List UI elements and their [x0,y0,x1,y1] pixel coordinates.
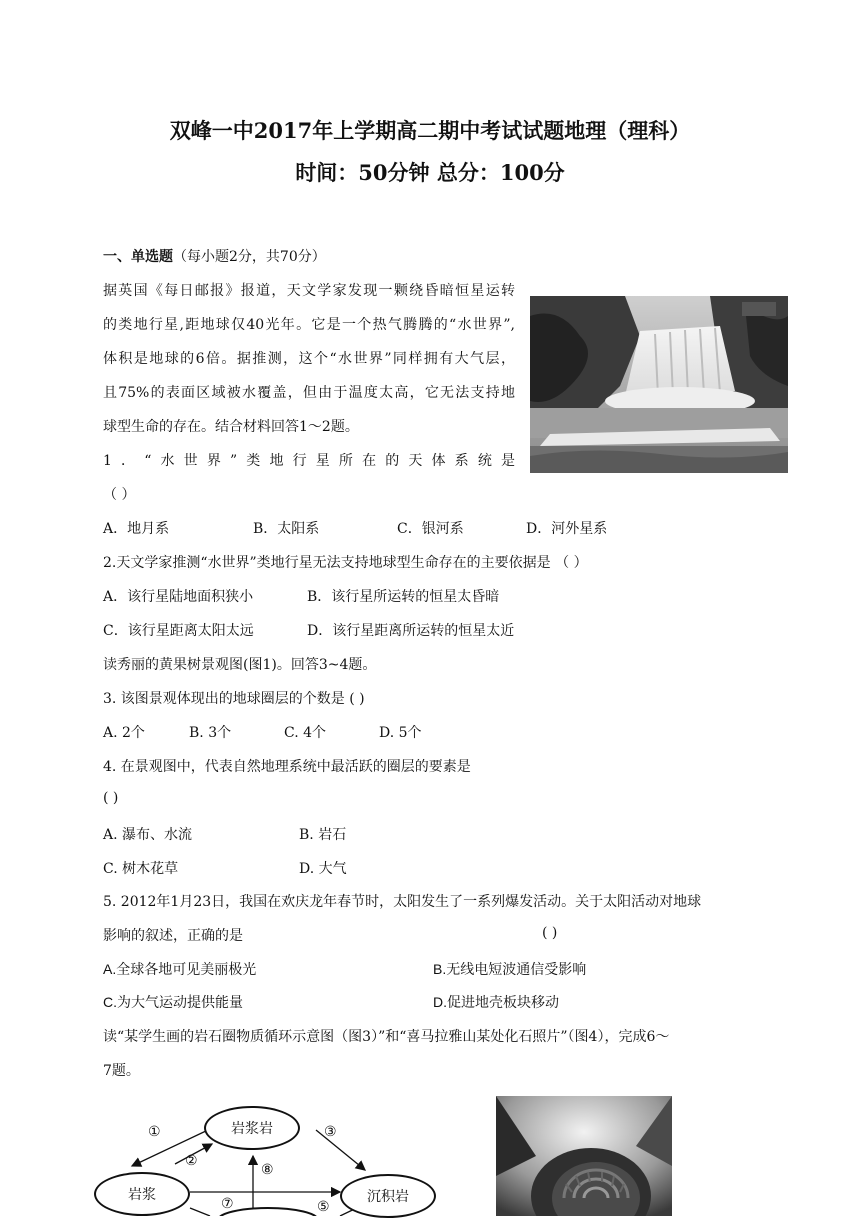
q1-option-d: D．河外星系 [526,521,608,537]
passage3-line1: 读“某学生画的岩石圈物质循环示意图（图3）”和“喜马拉雅山某处化石照片”（图4），完成6～ [103,1029,670,1045]
passage2: 读秀丽的黄果树景观图(图1)。回答3~4题。 [103,657,377,673]
label-2: ② [185,1153,198,1169]
q3-option-c: C. 4个 [284,725,327,741]
q5-option-c: C.为大气运动提供能量 [103,994,243,1010]
label-1: ① [148,1124,161,1140]
passage1-line: 体积是地球的6倍。据推测，这个“水世界”同样拥有大气层， [103,351,515,367]
node-sedimentary-rock: 沉积岩 [340,1174,436,1218]
label-5: ⑤ [317,1199,330,1215]
section-heading [103,246,326,266]
q4-option-d: D. 大气 [299,861,347,877]
q1-option-b: B．太阳系 [253,521,320,537]
q5-line2: 影响的叙述，正确的是 [103,928,243,944]
fossil-photo [496,1096,672,1216]
passage1-line: 据英国《每日邮报》报道，天文学家发现一颗绕昏暗恒星运转 [103,283,515,299]
q2-option-b: B．该行星所运转的恒星太昏暗 [307,589,500,605]
q4-paren: ( ) [103,790,119,806]
q2-option-d: D．该行星距离所运转的恒星太近 [307,623,515,639]
q1-paren: （ ） [103,487,136,503]
q3-option-a: A. 2个 [103,725,145,741]
q4-option-b: B. 岩石 [299,827,347,843]
q4-option-a: A. 瀑布、水流 [103,827,193,843]
rock-cycle-diagram [90,1100,450,1216]
q2-option-a: A．该行星陆地面积狭小 [103,589,254,605]
passage1-line: 球型生命的存在。结合材料回答1～2题。 [103,419,359,435]
page-title: 双峰一中2017年上学期高二期中考试试题地理（理科） [169,118,691,143]
q3-stem: 3. 该图景观体现出的地球圈层的个数是 ( ) [103,691,365,707]
label-8: ⑧ [261,1162,274,1178]
q5-paren: ( ) [542,925,558,941]
q5-line1: 5. 2012年1月23日，我国在欢庆龙年春节时，太阳发生了一系列爆发活动。关于太阳活动对地球 [103,894,702,910]
passage3-line2: 7题。 [103,1063,140,1079]
node-igneous-rock: 岩浆岩 [204,1106,300,1150]
q5-option-a: A.全球各地可见美丽极光 [103,961,257,977]
q4-stem: 4. 在景观图中，代表自然地理系统中最活跃的圈层的要素是 [103,759,471,775]
section-heading-note: （每小题2分，共70分） [173,249,326,265]
q4-option-c: C. 树木花草 [103,861,179,877]
section-heading-bold: 一、单选题 [103,249,173,265]
q3-option-b: B. 3个 [189,725,232,741]
node-magma: 岩浆 [94,1172,190,1216]
q5-option-b: B.无线电短波通信受影响 [433,961,587,977]
waterfall-photo [530,296,788,473]
q1-option-a: A．地月系 [103,521,170,537]
q1-stem: 1．“水世界”类地行星所在的天体系统是 [103,453,515,469]
q2-option-c: C．该行星距离太阳太远 [103,623,254,639]
page-subtitle: 时间：50分钟 总分：100分 [295,160,565,185]
q1-option-c: C．银河系 [397,521,464,537]
label-7: ⑦ [221,1196,234,1212]
q5-option-d: D.促进地壳板块移动 [433,994,559,1010]
label-3: ③ [324,1124,337,1140]
passage1-line: 且75%的表面区域被水覆盖，但由于温度太高，它无法支持地 [103,385,515,401]
q2-stem: 2.天文学家推测“水世界”类地行星无法支持地球型生命存在的主要依据是 （ ） [103,555,588,571]
passage1-line: 的类地行星,距地球仅40光年。它是一个热气腾腾的“水世界”, [103,317,515,333]
q3-option-d: D. 5个 [379,725,422,741]
